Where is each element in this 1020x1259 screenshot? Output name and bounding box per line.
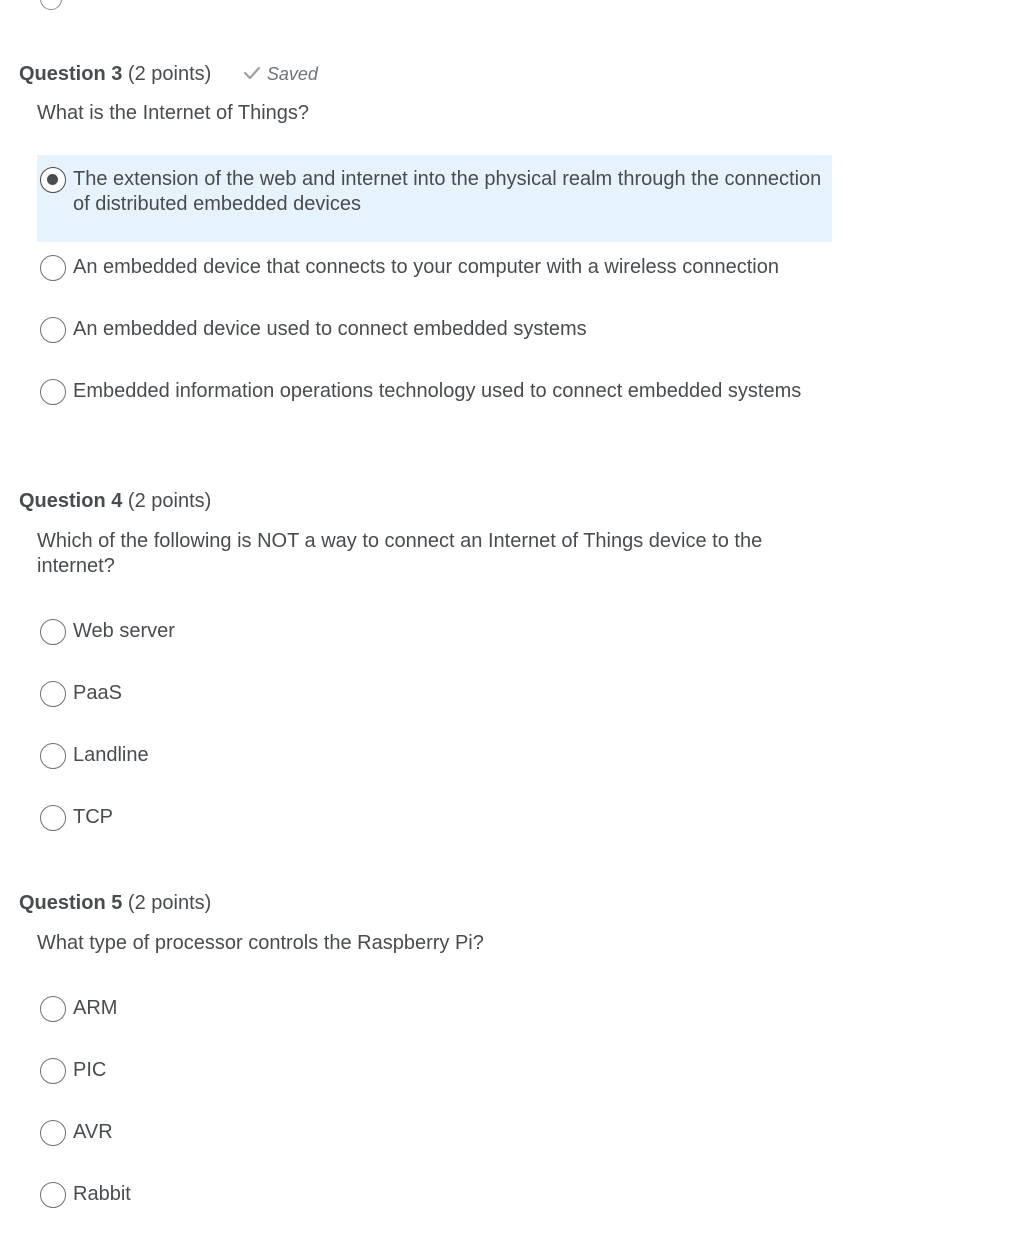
option-label: Rabbit (73, 1183, 131, 1205)
question-title: Question 5 (19, 892, 123, 914)
answer-option[interactable] (37, 155, 832, 242)
option-label: AVR (73, 1121, 113, 1143)
radio-button[interactable] (40, 1058, 66, 1084)
answer-option[interactable] (37, 314, 832, 346)
question-points: (2 points) (127, 490, 212, 512)
question-text: What is the Internet of Things? (37, 102, 310, 124)
question-points: (2 points) (127, 63, 212, 85)
answer-option[interactable] (37, 616, 832, 648)
question-title: Question 4 (19, 490, 123, 512)
radio-button[interactable] (40, 619, 66, 645)
answer-option[interactable] (37, 993, 832, 1025)
radio-button[interactable] (40, 255, 66, 281)
option-label: The extension of the web and internet into the physical realm through the connection of distributed embedded devices (73, 168, 822, 215)
option-label: ARM (73, 997, 118, 1019)
answer-option[interactable] (37, 678, 832, 710)
radio-button[interactable] (40, 996, 66, 1022)
radio-button[interactable] (40, 743, 66, 769)
question-header (19, 489, 211, 513)
radio-button-selected[interactable] (40, 167, 66, 193)
saved-label: Saved (266, 64, 318, 84)
radio-button[interactable] (40, 1182, 66, 1208)
answer-option[interactable] (37, 802, 832, 834)
option-label: Landline (73, 744, 149, 766)
option-label: An embedded device used to connect embedded systems (73, 318, 587, 340)
question-points: (2 points) (127, 892, 212, 914)
question-header (19, 62, 318, 86)
option-label: PaaS (73, 682, 122, 704)
radio-button[interactable] (40, 317, 66, 343)
question-text: Which of the following is NOT a way to connect an Internet of Things device to the internet? (37, 530, 763, 577)
answer-option[interactable] (37, 740, 832, 772)
checkmark-icon (243, 66, 261, 80)
option-label: TCP (73, 806, 113, 828)
question-title: Question 3 (19, 63, 123, 85)
option-label: Embedded information operations technology used to connect embedded systems (73, 380, 802, 402)
question-header (19, 891, 211, 915)
radio-button[interactable] (40, 379, 66, 405)
answer-option[interactable] (37, 1179, 832, 1211)
saved-status (243, 62, 318, 86)
answer-option[interactable] (37, 1055, 832, 1087)
answer-option[interactable] (37, 252, 832, 284)
option-label: PIC (73, 1059, 107, 1081)
radio-button[interactable] (40, 805, 66, 831)
answer-option[interactable] (37, 1117, 832, 1149)
question-text: What type of processor controls the Raspberry Pi? (37, 932, 484, 954)
radio-button[interactable] (40, 1120, 66, 1146)
previous-question-radio[interactable] (40, 0, 62, 10)
answer-option[interactable] (37, 376, 832, 432)
radio-button[interactable] (40, 681, 66, 707)
option-label: An embedded device that connects to your computer with a wireless connection (73, 256, 779, 278)
option-label: Web server (73, 620, 175, 642)
